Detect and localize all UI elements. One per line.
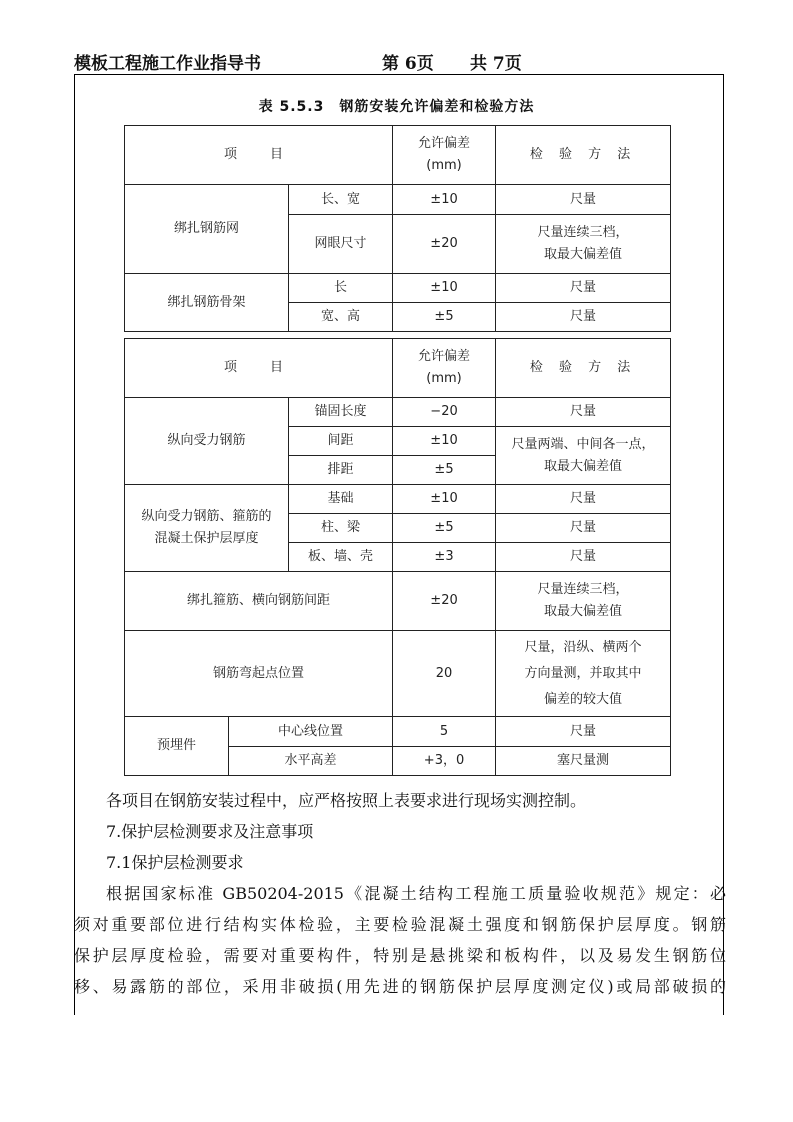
tolerance-value: ±10 bbox=[393, 427, 496, 456]
table-row bbox=[125, 631, 671, 717]
header-item: 项 目 bbox=[125, 339, 393, 398]
tolerance-value: ±3 bbox=[393, 543, 496, 572]
tolerance-value: −20 bbox=[393, 398, 496, 427]
sub-item: 长 bbox=[289, 274, 393, 303]
group-label: 预埋件 bbox=[125, 717, 229, 776]
method-value: 尺量 bbox=[496, 274, 671, 303]
tolerance-value: ±5 bbox=[393, 456, 496, 485]
item-label: 绑扎箍筋、横向钢筋间距 bbox=[125, 572, 393, 631]
table-row bbox=[125, 572, 671, 631]
page-number: 第 6页 bbox=[382, 54, 434, 74]
table-header-row bbox=[125, 339, 671, 398]
sub-item: 长、宽 bbox=[289, 185, 393, 215]
sub-item: 宽、高 bbox=[289, 303, 393, 332]
header-method: 检 验 方 法 bbox=[496, 339, 671, 398]
method-value: 尺量 bbox=[496, 717, 671, 747]
tolerance-value: ±20 bbox=[393, 215, 496, 274]
method-value: 尺量 bbox=[496, 485, 671, 514]
tolerance-value: ±5 bbox=[393, 514, 496, 543]
paragraph-line: 移、易露筋的部位，采用非破损(用先进的钢筋保护层厚度测定仪)或局部破损的 bbox=[74, 977, 726, 996]
header-method: 检 验 方 法 bbox=[496, 126, 671, 185]
tolerance-value: 5 bbox=[393, 717, 496, 747]
tolerance-value: ±10 bbox=[393, 485, 496, 514]
sub-item: 柱、梁 bbox=[289, 514, 393, 543]
group-label: 绑扎钢筋网 bbox=[125, 185, 289, 274]
section-heading: 7.保护层检测要求及注意事项 bbox=[106, 822, 314, 841]
total-pages: 共 7页 bbox=[470, 54, 522, 74]
sub-item: 基础 bbox=[289, 485, 393, 514]
document-title: 模板工程施工作业指导书 bbox=[74, 54, 261, 74]
sub-item: 排距 bbox=[289, 456, 393, 485]
tolerance-value: ±20 bbox=[393, 572, 496, 631]
sub-item: 锚固长度 bbox=[289, 398, 393, 427]
header-tolerance: 允许偏差 (mm) bbox=[393, 339, 496, 398]
sub-item: 间距 bbox=[289, 427, 393, 456]
method-value: 尺量连续三档， 取最大偏差值 bbox=[496, 215, 671, 274]
paragraph-line: 须对重要部位进行结构实体检验，主要检验混凝土强度和钢筋保护层厚度。钢筋 bbox=[74, 915, 726, 934]
method-value: 尺量连续三档， 取最大偏差值 bbox=[496, 572, 671, 631]
sub-item: 中心线位置 bbox=[229, 717, 393, 747]
method-value: 尺量 bbox=[496, 514, 671, 543]
table-row bbox=[125, 485, 671, 514]
method-value: 塞尺量测 bbox=[496, 747, 671, 776]
paragraph-line: 保护层厚度检验，需要对重要构件，特别是悬挑梁和板构件，以及易发生钢筋位 bbox=[74, 946, 726, 965]
method-value: 尺量 bbox=[496, 398, 671, 427]
table-header-row bbox=[125, 126, 671, 185]
table-caption: 表 5.5.3 钢筋安装允许偏差和检验方法 bbox=[258, 99, 535, 115]
page-header bbox=[74, 46, 724, 74]
table-row bbox=[125, 274, 671, 303]
tolerance-value: ±5 bbox=[393, 303, 496, 332]
item-label: 钢筋弯起点位置 bbox=[125, 631, 393, 717]
method-value: 尺量 bbox=[496, 543, 671, 572]
body-text bbox=[74, 785, 726, 1002]
header-tolerance: 允许偏差 (mm) bbox=[393, 126, 496, 185]
tolerance-table-2 bbox=[124, 338, 671, 776]
paragraph: 各项目在钢筋安装过程中，应严格按照上表要求进行现场实测控制。 bbox=[106, 791, 587, 810]
method-value: 尺量 bbox=[496, 185, 671, 215]
paragraph-line: 根据国家标准 GB50204-2015《混凝土结构工程施工质量验收规范》规定：必 bbox=[106, 884, 726, 903]
table-row bbox=[125, 398, 671, 427]
tolerance-value: +3，0 bbox=[393, 747, 496, 776]
header-item: 项 目 bbox=[125, 126, 393, 185]
tolerance-table-1 bbox=[124, 125, 671, 332]
table-row bbox=[125, 185, 671, 215]
sub-item: 板、墙、壳 bbox=[289, 543, 393, 572]
method-value: 尺量，沿纵、横两个 方向量测，并取其中 偏差的较大值 bbox=[496, 631, 671, 717]
subsection-heading: 7.1保护层检测要求 bbox=[106, 853, 244, 872]
sub-item: 水平高差 bbox=[229, 747, 393, 776]
method-value: 尺量两端、中间各一点， 取最大偏差值 bbox=[496, 427, 671, 485]
tolerance-value: ±10 bbox=[393, 274, 496, 303]
table-row bbox=[125, 717, 671, 747]
group-label: 纵向受力钢筋、箍筋的 混凝土保护层厚度 bbox=[125, 485, 289, 572]
sub-item: 网眼尺寸 bbox=[289, 215, 393, 274]
method-value: 尺量 bbox=[496, 303, 671, 332]
group-label: 绑扎钢筋骨架 bbox=[125, 274, 289, 332]
tolerance-value: 20 bbox=[393, 631, 496, 717]
tolerance-value: ±10 bbox=[393, 185, 496, 215]
group-label: 纵向受力钢筋 bbox=[125, 398, 289, 485]
